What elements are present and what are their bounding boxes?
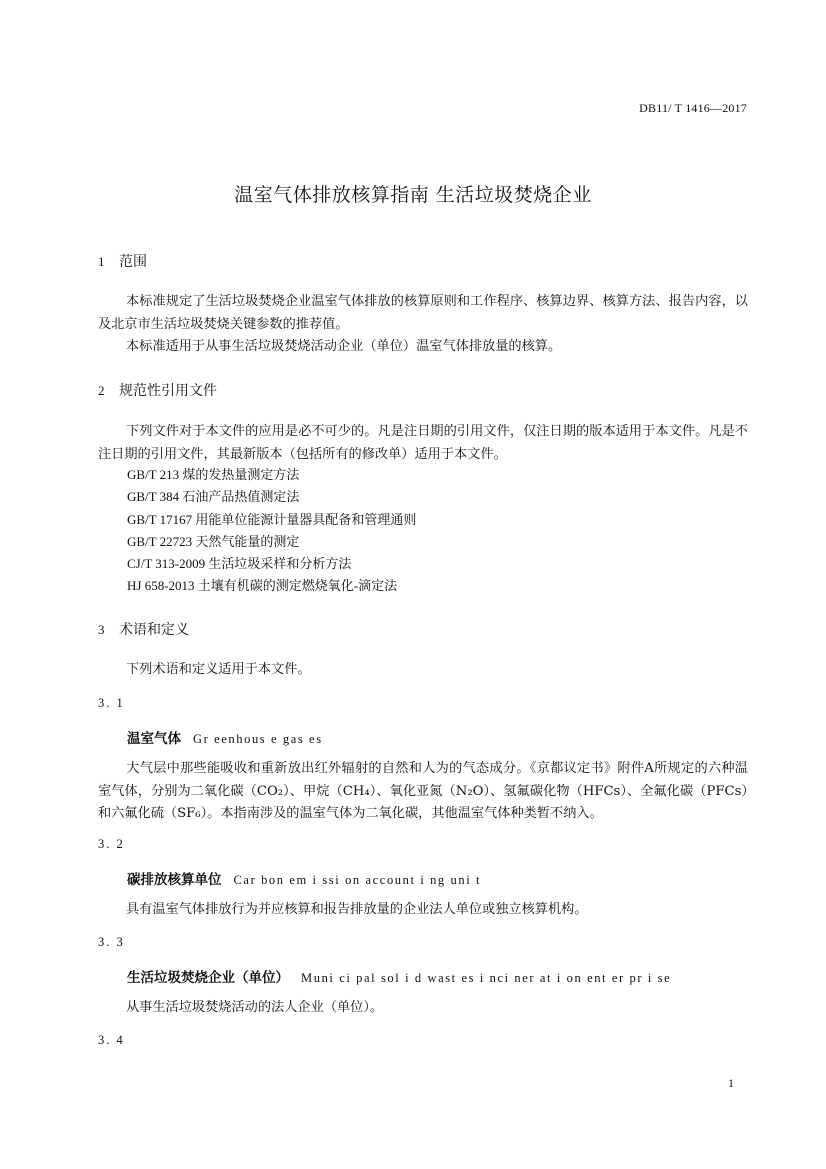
term-definition: 从事生活垃圾焚烧活动的法人企业（单位）。 [126,1000,384,1015]
section-number: 2 [98,383,105,398]
term-entry [127,727,323,747]
reference-item: CJ/T 313-2009 生活垃圾采样和分析方法 [127,556,352,572]
section-heading [98,380,217,400]
reference-item: GB/T 22723 天然气能量的测定 [127,533,300,549]
paragraph: 下列术语和定义适用于本文件。 [126,662,311,677]
section-number: 1 [98,254,105,269]
term-chinese: 生活垃圾焚烧企业（单位） [127,970,289,986]
paragraph: 下列文件对于本文件的应用是必不可少的。凡是注日期的引用文件，仅注日期的版本适用于本文件。凡是不注日期的引用文件，其最新版本（包括所有的修改单）适用于本文件。 [98,424,748,462]
term-english: Car bon em i ssi on account i ng uni t [233,873,482,887]
clause-number: 3. 1 [98,696,125,710]
reference-item: HJ 658-2013 土壤有机碳的测定燃烧氧化-滴定法 [127,578,398,594]
standard-code: DB11/ T 1416—2017 [639,101,747,115]
clause-number: 3. 2 [98,837,125,851]
paragraph: 本标准适用于从事生活垃圾焚烧活动企业（单位）温室气体排放量的核算。 [126,339,562,354]
page-number: 1 [728,1076,734,1090]
term-english: Gr eenhous e gas es [193,732,323,746]
reference-item: GB/T 17167 用能单位能源计量器具配备和管理通则 [127,511,417,527]
document-title: 温室气体排放核算指南 生活垃圾焚烧企业 [234,184,592,206]
term-definition: 大气层中那些能吸收和重新放出红外辐射的自然和人为的气态成分。《京都议定书》附件A所规定的六种温室气体，分别为二氧化碳（CO₂）、甲烷（CH₄）、氧化亚氮（N₂O）、氢氟碳化物（HFCs）、全氟化碳（PFCs）和六氟化硫（SF₆）。本指南涉及的温室气体为二氧化碳，其他温室气体种类暂不纳入。 [98,761,748,821]
section-title: 术语和定义 [119,622,189,638]
section-heading [98,251,147,271]
section-heading [98,619,189,639]
section-title: 规范性引用文件 [119,383,217,399]
term-chinese: 温室气体 [127,731,181,747]
reference-item: GB/T 213 煤的发热量测定方法 [127,467,300,482]
clause-number: 3. 3 [98,935,125,949]
term-entry [127,966,671,986]
section-title: 范围 [119,254,147,270]
paragraph: 本标准规定了生活垃圾焚烧企业温室气体排放的核算原则和工作程序、核算边界、核算方法、报告内容，以及北京市生活垃圾焚烧关键参数的推荐值。 [98,294,748,332]
term-english: Muni ci pal sol i d wast es i nci ner at i on ent er pr i se [301,971,672,985]
term-chinese: 碳排放核算单位 [127,872,222,888]
term-entry [127,868,481,888]
term-definition: 具有温室气体排放行为并应核算和报告排放量的企业法人单位或独立核算机构。 [126,902,588,917]
reference-item: GB/T 384 石油产品热值测定法 [127,489,300,505]
reference-list [127,464,416,598]
clause-number: 3. 4 [98,1033,125,1047]
section-number: 3 [98,622,105,637]
